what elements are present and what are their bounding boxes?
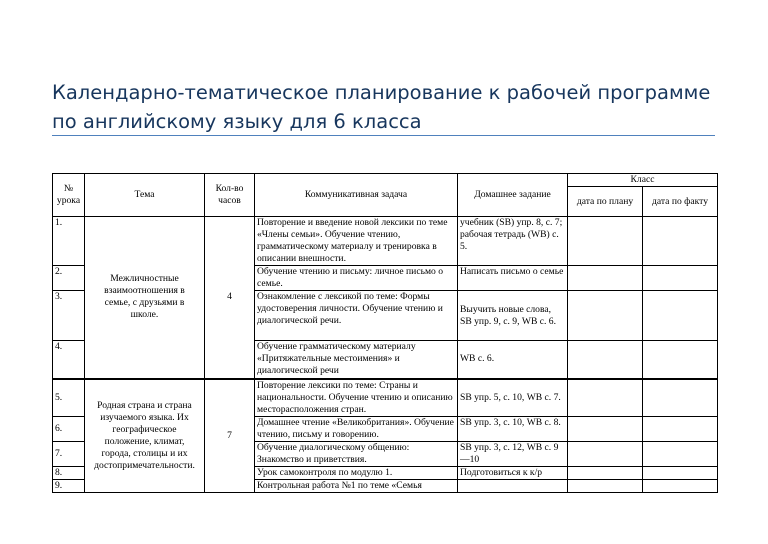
homework: Выучить новые слова, SB упр. 9, с. 9, WB с. 6. [458,291,568,341]
communicative-task: Обучение чтению и письму: личное письмо о семье. [255,266,458,291]
date-plan-cell[interactable] [568,341,643,379]
section-topic: Межличностные взаимоотношения в семье, с друзьями в школе. [85,217,205,379]
page-title: Календарно-тематическое планирование к рабочей программе по английскому языку для 6 класса [52,81,711,133]
date-fact-cell[interactable] [643,379,718,417]
date-plan-cell[interactable] [568,417,643,442]
date-plan-cell[interactable] [568,266,643,291]
lesson-number: 3. [53,291,85,341]
lesson-plan-table [52,173,718,493]
header-communicative-task: Коммуникативная задача [255,174,458,217]
homework: Подготовиться к к/р [458,467,568,480]
table-row [53,379,718,417]
communicative-task: Обучение диалогическому общению: Знакомство и приветствия. [255,442,458,467]
lesson-number: 2. [53,266,85,291]
communicative-task: Контрольная работа №1 по теме «Семья [255,480,458,493]
homework: SB упр. 5, с. 10, WB с. 7. [458,379,568,417]
date-fact-cell[interactable] [643,417,718,442]
date-fact-cell[interactable] [643,266,718,291]
header-date-plan: дата по плану [568,187,643,217]
date-plan-cell[interactable] [568,379,643,417]
homework: WB с. 6. [458,341,568,379]
header-class: Класс [568,174,718,187]
date-fact-cell[interactable] [643,467,718,480]
date-plan-cell[interactable] [568,467,643,480]
homework: SB упр. 3, с. 10, WB с. 8. [458,417,568,442]
date-fact-cell[interactable] [643,217,718,266]
date-plan-cell[interactable] [568,291,643,341]
header-homework: Домашнее задание [458,174,568,217]
communicative-task: Повторение и введение новой лексики по теме «Члены семьи». Обучение чтению, грамматическому материалу и тренировка в описании внешности. [255,217,458,266]
header-lesson-number: № урока [53,174,85,217]
section-hours: 7 [205,379,255,493]
homework [458,480,568,493]
communicative-task: Урок самоконтроля по модулю 1. [255,467,458,480]
date-fact-cell[interactable] [643,442,718,467]
date-fact-cell[interactable] [643,480,718,493]
table-row [53,217,718,266]
lesson-number: 4. [53,341,85,379]
date-plan-cell[interactable] [568,217,643,266]
header-hours: Кол-во часов [205,174,255,217]
lesson-number: 7. [53,442,85,467]
date-fact-cell[interactable] [643,291,718,341]
communicative-task: Домашнее чтение «Великобритания». Обучение чтению, письму и говорению. [255,417,458,442]
section-topic: Родная страна и страна изучаемого языка. Их географическое положение, климат, города, столицы и их достопримечательности. [85,379,205,493]
title-divider [52,135,715,136]
homework: SB упр. 3, с. 12, WB с. 9—10 [458,442,568,467]
header-topic: Тема [85,174,205,217]
lesson-number: 5. [53,379,85,417]
lesson-number: 1. [53,217,85,266]
communicative-task: Обучение грамматическому материалу «Притяжательные местоимения» и диалогической речи [255,341,458,379]
header-date-fact: дата по факту [643,187,718,217]
homework: учебник (SB) упр. 8, с. 7; рабочая тетрадь (WB) с. 5. [458,217,568,266]
lesson-number: 8. [53,467,85,480]
lesson-number: 6. [53,417,85,442]
date-fact-cell[interactable] [643,341,718,379]
date-plan-cell[interactable] [568,480,643,493]
date-plan-cell[interactable] [568,442,643,467]
communicative-task: Ознакомление с лексикой по теме: Формы удостоверения личности. Обучение чтению и диалогической речи. [255,291,458,341]
section-hours: 4 [205,217,255,379]
communicative-task: Повторение лексики по теме: Страны и национальности. Обучение чтению и описанию месторасположения стран. [255,379,458,417]
homework: Написать письмо о семье [458,266,568,291]
lesson-number: 9. [53,480,85,493]
